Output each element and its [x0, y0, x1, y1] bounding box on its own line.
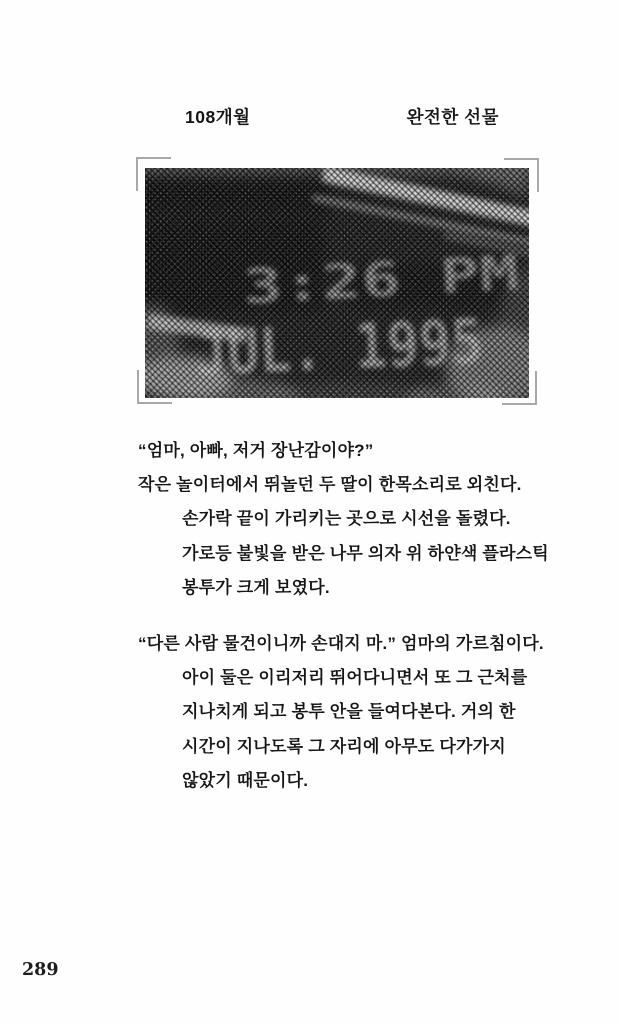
halftone-photo: [145, 168, 529, 398]
text-line: 지나치게 되고 봉투 안을 들여다본다. 거의 한: [182, 702, 516, 722]
text-line: 않았기 때문이다.: [182, 771, 309, 791]
body-text: [138, 431, 558, 796]
paragraph: [138, 431, 558, 603]
running-head-left: 108개월: [185, 107, 251, 127]
running-head-right: 완전한 선물: [406, 107, 499, 127]
text-line: 봉투가 크게 보였다.: [182, 578, 330, 598]
page-number: 289: [22, 960, 59, 980]
photo-frame: [145, 168, 529, 398]
text-line: 손가락 끝이 가리키는 곳으로 시선을 돌렸다.: [182, 509, 511, 529]
text-line: 가로등 불빛을 받은 나무 의자 위 하얀색 플라스틱: [182, 543, 549, 563]
text-line: 아이 둘은 이리저리 뛰어다니면서 또 그 근처를: [182, 668, 528, 688]
halftone-photo-art: [145, 168, 529, 398]
text-line: “엄마, 아빠, 저거 장난감이야?”: [138, 440, 374, 460]
text-line: 시간이 지나도록 그 자리에 아무도 다가가지: [182, 736, 506, 756]
text-line: 작은 놀이터에서 뛰놀던 두 딸이 한목소리로 외친다.: [138, 475, 522, 495]
text-line: “다른 사람 물건이니까 손대지 마.” 엄마의 가르침이다.: [138, 633, 544, 653]
paragraph: [138, 624, 558, 796]
